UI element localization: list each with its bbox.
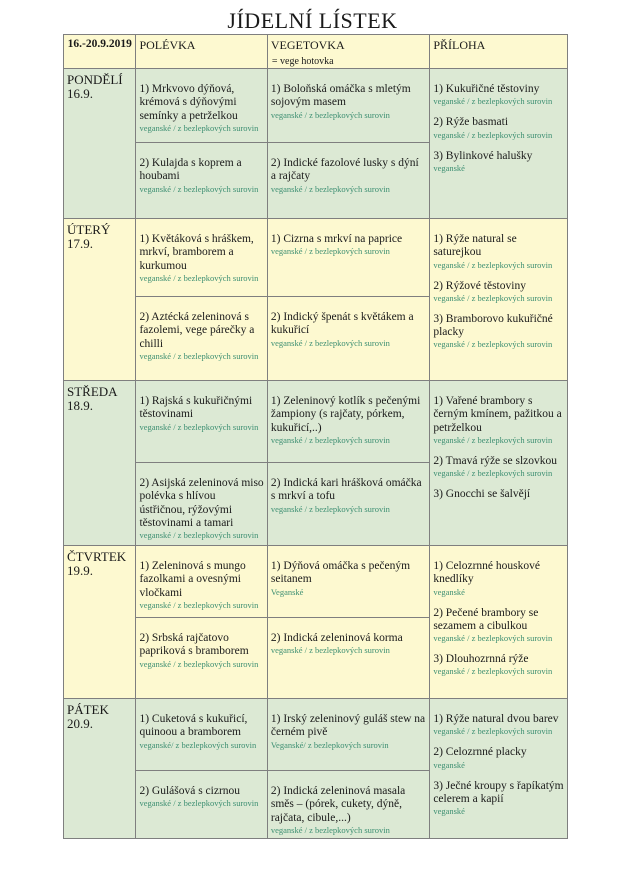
main-name: 2) Indická kari hrášková omáčka s mrkví a tofu [270, 477, 422, 503]
day-name: STŘEDA [67, 384, 118, 399]
main-name: 2) Indická zeleninová korma [270, 632, 403, 644]
soup-name: 1) Zeleninová s mungo fazolkami a ovesnými vločkami [139, 560, 246, 599]
side-diet-tag: veganské [433, 806, 465, 817]
day-name: ČTVRTEK [67, 549, 127, 564]
day-row [64, 699, 568, 771]
day-date: 17.9. [67, 236, 93, 251]
soup-cell [136, 69, 267, 143]
side-name: 3) Dlouhozrnná rýže [433, 653, 529, 666]
main-cell [267, 699, 429, 771]
main-item [271, 771, 426, 835]
soup-name: 1) Mrkvovo dýňová, krémová s dýňovými semínky a petrželkou [139, 83, 238, 122]
main-diet-tag: veganské / z bezlepkových surovin [270, 109, 390, 120]
day-row [64, 381, 568, 463]
soup-diet-tag: veganské / z bezlepkových surovin [139, 658, 259, 669]
side-name: 1) Vařené brambory s černým kmínem, pažitkou a petrželkou [433, 395, 562, 434]
day-name: PONDĚLÍ [67, 72, 123, 87]
side-diet-tag: veganské / z bezlepkových surovin [433, 434, 553, 445]
side-name: 1) Rýže natural dvou barev [433, 713, 559, 725]
side-item [433, 140, 564, 173]
main-item [271, 546, 426, 597]
main-cell [267, 546, 429, 618]
soup-cell [136, 219, 267, 297]
main-name: 1) Irský zeleninový guláš stew na černém pivě [270, 713, 426, 739]
side-cell [430, 699, 568, 839]
main-cell [267, 381, 429, 463]
side-name: 1) Rýže natural se saturejkou [433, 233, 517, 259]
soup-diet-tag: veganské / z bezlepkových surovin [139, 530, 259, 541]
soup-item [139, 381, 263, 432]
soup-diet-tag: veganské / z bezlepkových surovin [139, 421, 259, 432]
day-row [64, 546, 568, 618]
header-row [64, 35, 568, 69]
day-cell [64, 381, 136, 546]
side-diet-tag: veganské / z bezlepkových surovin [433, 468, 553, 479]
main-cell [267, 143, 429, 219]
side-diet-tag: veganské / z bezlepkových surovin [433, 633, 553, 644]
main-name: 1) Zeleninový kotlík s pečenými žampiony (s rajčaty, pórkem, kukuřicí,..) [270, 395, 421, 434]
soup-cell [136, 463, 267, 546]
main-diet-tag: veganské / z bezlepkových surovin [270, 246, 390, 257]
day-name: ÚTERÝ [67, 222, 111, 237]
soup-cell [136, 771, 267, 839]
side-diet-tag: veganské [433, 586, 465, 597]
main-item [271, 381, 426, 445]
side-diet-tag: veganské / z bezlepkových surovin [433, 339, 553, 350]
main-cell [267, 463, 429, 546]
day-cell [64, 699, 136, 839]
side-item [433, 381, 564, 445]
main-cell [267, 69, 429, 143]
side-name: 3) Ječné kroupy s řapíkatým celerem a kapií [433, 779, 564, 805]
main-diet-tag: veganské / z bezlepkových surovin [270, 183, 390, 194]
side-name: 1) Kukuřičné těstoviny [433, 83, 540, 95]
soup-cell [136, 618, 267, 699]
soup-cell [136, 143, 267, 219]
side-cell [430, 546, 568, 699]
side-diet-tag: veganské / z bezlepkových surovin [433, 259, 553, 270]
side-diet-tag: veganské [433, 759, 465, 770]
soup-cell [136, 297, 267, 381]
main-name: 1) Cizrna s mrkví na paprice [270, 233, 403, 245]
side-name: 2) Tmavá rýže se slzovkou [433, 454, 558, 467]
soup-item [139, 143, 263, 194]
soup-item [139, 618, 263, 669]
side-item [433, 69, 564, 106]
main-diet-tag: Veganské [270, 586, 304, 597]
side-item [433, 770, 564, 817]
soup-item [139, 546, 263, 610]
side-name: 2) Rýže basmati [433, 116, 509, 129]
side-name: 2) Rýžové těstoviny [433, 279, 526, 292]
soup-diet-tag: veganské / z bezlepkových surovin [139, 122, 259, 133]
main-diet-tag: veganské / z bezlepkových surovin [270, 337, 390, 348]
main-name: 2) Indické fazolové lusky s dýní a rajčaty [270, 157, 419, 183]
day-date: 19.9. [67, 563, 93, 578]
soup-item [139, 297, 263, 361]
side-item [433, 699, 564, 736]
main-cell [267, 297, 429, 381]
main-item [271, 219, 426, 256]
day-date: 16.9. [67, 86, 93, 101]
soup-item [139, 771, 263, 808]
soup-cell [136, 546, 267, 618]
soup-cell [136, 381, 267, 463]
day-cell [64, 219, 136, 381]
main-diet-tag: veganské / z bezlepkových surovin [270, 824, 390, 835]
header-side: PŘÍLOHA [430, 35, 568, 69]
soup-name: 2) Kulajda s koprem a houbami [139, 157, 242, 183]
side-name: 1) Celozrnné houskové knedlíky [433, 560, 540, 586]
header-soup: POLÉVKA [136, 35, 267, 69]
soup-item [139, 69, 263, 133]
main-diet-tag: veganské / z bezlepkových surovin [270, 503, 390, 514]
main-cell [267, 771, 429, 839]
soup-name: 2) Srbská rajčatovo papriková s bramborem [139, 632, 249, 658]
main-item [271, 69, 426, 120]
soup-name: 2) Gulášová s cizrnou [139, 785, 241, 797]
soup-name: 1) Rajská s kukuřičnými těstovinami [139, 395, 253, 421]
header-main-note: = vege hotovka [271, 56, 334, 67]
side-item [433, 597, 564, 644]
day-row [64, 219, 568, 297]
header-main-label: VEGETOVKA [270, 38, 345, 52]
main-name: 1) Dýňová omáčka s pečeným seitanem [270, 560, 411, 586]
day-date: 20.9. [67, 716, 93, 731]
day-date: 18.9. [67, 398, 93, 413]
side-item [433, 546, 564, 597]
soup-name: 2) Asijská zeleninová miso polévka s hlívou ústřičnou, rýžovými těstovinami a tamari [139, 477, 264, 529]
page-title: JÍDELNÍ LÍSTEK [227, 8, 398, 33]
side-diet-tag: veganské / z bezlepkových surovin [433, 129, 553, 140]
soup-diet-tag: veganské / z bezlepkových surovin [139, 183, 259, 194]
soup-item [139, 463, 263, 540]
side-name: 3) Gnocchi se šalvějí [433, 488, 531, 501]
main-item [271, 699, 426, 750]
side-name: 3) Bramborovo kukuřičné placky [433, 312, 553, 339]
side-name: 2) Pečené brambory se sezamem a cibulkou [433, 606, 539, 632]
menu-table [63, 34, 568, 839]
soup-name: 1) Cuketová s kukuřicí, quinoou a bramborem [139, 713, 248, 739]
side-diet-tag: veganské [433, 162, 465, 173]
side-item [433, 736, 564, 769]
side-item [433, 643, 564, 676]
side-cell [430, 219, 568, 381]
soup-name: 2) Aztécká zeleninová s fazolemi, vege párečky a chilli [139, 311, 255, 350]
main-item [271, 143, 426, 194]
main-diet-tag: Veganské/ z bezlepkových surovin [270, 739, 389, 750]
side-item [433, 303, 564, 350]
soup-cell [136, 699, 267, 771]
main-cell [267, 219, 429, 297]
side-item [433, 106, 564, 139]
soup-diet-tag: veganské / z bezlepkových surovin [139, 272, 259, 283]
side-item [433, 445, 564, 478]
side-item [433, 478, 564, 501]
side-diet-tag: veganské / z bezlepkových surovin [433, 666, 553, 677]
main-item [271, 297, 426, 348]
day-name: PÁTEK [67, 702, 109, 717]
side-diet-tag: veganské / z bezlepkových surovin [433, 96, 553, 107]
side-diet-tag: veganské / z bezlepkových surovin [433, 726, 553, 737]
side-name: 3) Bylinkové halušky [433, 149, 533, 162]
soup-diet-tag: veganské / z bezlepkových surovin [139, 798, 259, 809]
soup-name: 1) Květáková s hráškem, mrkví, bramborem a kurkumou [139, 233, 254, 272]
side-item [433, 270, 564, 303]
soup-diet-tag: veganské/ z bezlepkových surovin [139, 739, 257, 750]
week-date: 16.-20.9.2019 [64, 35, 136, 69]
header-main [267, 35, 429, 69]
soup-diet-tag: veganské / z bezlepkových surovin [139, 350, 259, 361]
main-diet-tag: veganské / z bezlepkových surovin [270, 434, 390, 445]
main-name: 2) Indický špenát s květákem a kukuřicí [270, 311, 414, 337]
main-name: 1) Boloňská omáčka s mletým sojovým masem [270, 83, 411, 109]
side-item [433, 219, 564, 270]
main-diet-tag: veganské / z bezlepkových surovin [270, 645, 390, 656]
main-cell [267, 618, 429, 699]
day-cell [64, 546, 136, 699]
main-item [271, 463, 426, 514]
main-item [271, 618, 426, 655]
soup-diet-tag: veganské / z bezlepkových surovin [139, 599, 259, 610]
side-diet-tag: veganské / z bezlepkových surovin [433, 292, 553, 303]
day-row [64, 69, 568, 143]
side-cell [430, 381, 568, 546]
main-name: 2) Indická zeleninová masala směs – (pórek, cukety, dýně, rajčata, cibule,...) [270, 785, 406, 824]
soup-item [139, 219, 263, 283]
day-cell [64, 69, 136, 219]
side-cell [430, 69, 568, 219]
side-name: 2) Celozrnné placky [433, 746, 527, 759]
soup-item [139, 699, 263, 750]
